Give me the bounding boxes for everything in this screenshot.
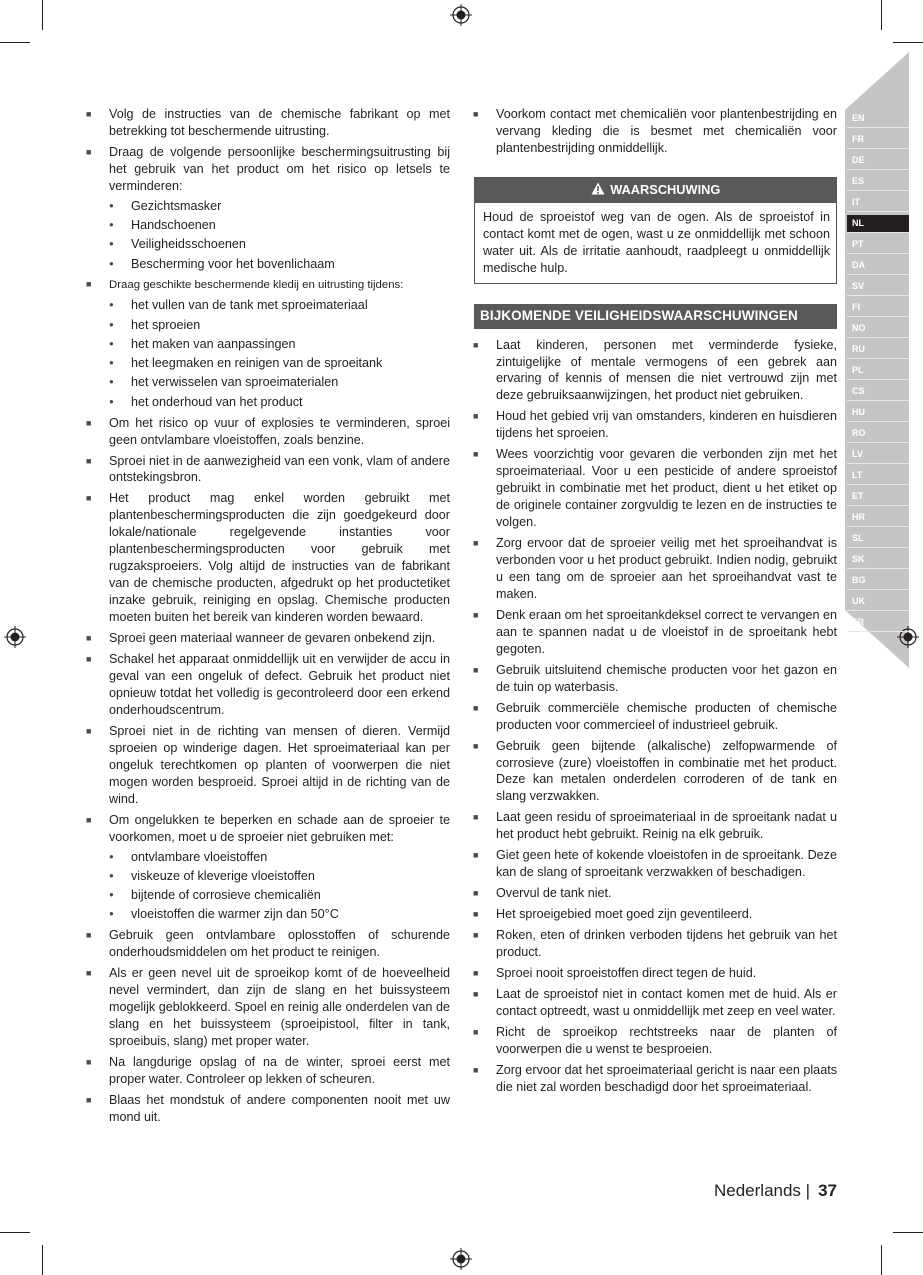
sub-list-item: ● het sproeien [109, 317, 450, 334]
crop-mark [881, 0, 882, 30]
language-tab-pl[interactable]: PL [847, 362, 909, 380]
list-item [472, 885, 837, 902]
language-tab-nl[interactable]: NL [847, 215, 909, 233]
crop-mark [881, 1245, 882, 1275]
language-tab-sl[interactable]: SL [847, 530, 909, 548]
list-item-text: Gebruik commerciële chemische producten of chemische producten voor commercieel of industrieel gebruik. [496, 700, 837, 732]
list-item-text: Schakel het apparaat onmiddellijk uit en verwijder de accu in geval van een ongeluk of defect. Gebruik het product niet opnieuw totdat het volledig is gecontroleerd door een erkend onderhoudscentrum. [109, 652, 450, 717]
list-item-text: Zorg ervoor dat de sproeier veilig met het sproeihandvat is verbonden voor u het product gebruikt. Indien nodig, gebruikt u een tang om de sproeier aan het sproeihandvat vast te maken. [496, 536, 837, 601]
list-item-text: Denk eraan om het sproeitankdeksel correct te vervangen en aan te spannen nadat u de vloeistof in de sproeitank hebt gegoten. [496, 607, 837, 656]
language-tab-et[interactable]: ET [847, 488, 909, 506]
crop-mark [0, 42, 30, 43]
list-item-text: Blaas het mondstuk of andere componenten nooit met uw mond uit. [109, 1092, 450, 1124]
footer-language: Nederlands | [713, 1181, 811, 1200]
list-item [85, 106, 450, 140]
list-item-text: Sproei niet in de richting van mensen of dieren. Vermijd sproeien op winderige dagen. Het sproeimateriaal kan per ongeluk terechtkomen op planten of voorwerpen die niet mogen worden besproeid. Sproei altijd in de richting van de wind. [109, 723, 450, 806]
list-item-text: Na langdurige opslag of na de winter, sproei eerst met proper water. Controleer op lekken of scheuren. [109, 1054, 450, 1086]
list-item-text: Roken, eten of drinken verboden tijdens het gebruik van het product. [496, 928, 837, 960]
sub-list-item: ● het maken van aanpassingen [109, 336, 450, 353]
language-tab-de[interactable]: DE [847, 152, 909, 170]
list-item-text: Laat geen residu of sproeimateriaal in de sproeitank nadat u het product hebt gebruikt. Reinig na elk gebruik. [496, 810, 837, 842]
list-item [472, 847, 837, 881]
list-item [472, 700, 837, 734]
list-item-text: Richt de sproeikop rechtstreeks naar de planten of voorwerpen die u wenst te besproeien. [496, 1024, 837, 1056]
list-item-text: Om ongelukken te beperken en schade aan de sproeier te voorkomen, moet u de sproeier niet gebruiken met: [109, 812, 450, 844]
list-item-text: Sproei niet in de aanwezigheid van een vonk, vlam of andere ontstekingsbron. [109, 453, 450, 485]
language-tab-tr[interactable]: TR [847, 614, 909, 632]
sub-list-item: ● ontvlambare vloeistoffen [109, 849, 450, 866]
list-item [472, 446, 837, 531]
language-tab-es[interactable]: ES [847, 173, 909, 191]
crop-mark [42, 1245, 43, 1275]
registration-mark-icon [450, 1248, 472, 1270]
list-item-text: Houd het gebied vrij van omstanders, kinderen en huisdieren tijdens het sproeien. [496, 409, 837, 441]
list-item-text: Gebruik geen ontvlambare oplosstoffen of schurende onderhoudsmiddelen om het product te reinigen. [109, 928, 450, 960]
sub-list-item: ● viskeuze of kleverige vloeistoffen [109, 868, 450, 885]
language-tab-no[interactable]: NO [847, 320, 909, 338]
list-item [472, 906, 837, 923]
sub-list-item: ● het onderhoud van het product [109, 394, 450, 411]
language-tab-en[interactable]: EN [847, 110, 909, 128]
list-item-text: Om het risico op vuur of explosies te verminderen, sproei geen ontvlambare vloeistoffen, zoals benzine. [109, 415, 450, 447]
list-item-text: Laat kinderen, personen met verminderde fysieke, zintuigelijke of mentale vermogens of een gebrek aan ervaring of kennis of mensen die niet vertrouwd zijn met deze gebruiksaanwijzingen, het product niet gebruiken. [496, 337, 837, 403]
language-tab-ro[interactable]: RO [847, 425, 909, 443]
sub-list-item: ● Bescherming voor het bovenlichaam [109, 256, 450, 273]
language-tab-cs[interactable]: CS [847, 383, 909, 401]
crop-mark [893, 1232, 923, 1233]
list-item-text: Gebruik geen bijtende (alkalische) zelfopwarmende of corrosieve (zure) vloeistoffen in combinatie met het product. Deze kan metalen onderdelen corroderen of de tank en slang verzwakken. [496, 738, 837, 804]
registration-mark-icon [450, 4, 472, 26]
list-item-text: Zorg ervoor dat het sproeimateriaal gericht is naar een plaats die niet zal worden beschadigd door het sproeimateriaal. [496, 1062, 837, 1094]
list-item [85, 965, 450, 1050]
list-item [472, 809, 837, 843]
safety-list-left [85, 106, 450, 1126]
language-tab-fr[interactable]: FR [847, 131, 909, 149]
language-tab-hu[interactable]: HU [847, 404, 909, 422]
list-item [85, 927, 450, 961]
language-tab-da[interactable]: DA [847, 257, 909, 275]
language-tab-uk[interactable]: UK [847, 593, 909, 611]
language-tab-it[interactable]: IT [847, 194, 909, 212]
list-item [472, 965, 837, 982]
language-tab-sk[interactable]: SK [847, 551, 909, 569]
list-item [85, 453, 450, 487]
sub-list-item: ● het vullen van de tank met sproeimateriaal [109, 297, 450, 314]
list-item [472, 607, 837, 658]
sub-list-item: ● het leegmaken en reinigen van de sproeitank [109, 355, 450, 372]
list-item-text: Sproei geen materiaal wanneer de gevaren onbekend zijn. [109, 631, 436, 646]
crop-mark [0, 1232, 30, 1233]
list-item [85, 144, 450, 273]
list-item-text: Gebruik uitsluitend chemische producten voor het gazon en de tuin op waterbasis. [496, 662, 837, 694]
list-item-text: Draag geschikte beschermende kledij en uitrusting tijdens: [109, 279, 404, 292]
list-item [472, 986, 837, 1020]
sub-list-item: ● bijtende of corrosieve chemicaliën [109, 887, 450, 904]
list-item [85, 630, 450, 647]
safety-list-right [472, 337, 837, 1096]
language-tab-pt[interactable]: PT [847, 236, 909, 254]
language-tab-lt[interactable]: LT [847, 467, 909, 485]
page-footer [714, 1181, 837, 1201]
sub-list-item: ● Gezichtsmasker [109, 198, 450, 215]
language-tab-bg[interactable]: BG [847, 572, 909, 590]
page-number: 37 [818, 1181, 837, 1200]
language-tab-sv[interactable]: SV [847, 278, 909, 296]
sub-list [109, 198, 450, 273]
list-item [472, 535, 837, 603]
list-item-text: Het product mag enkel worden gebruikt met plantenbeschermingsproducten die zijn goedgekeurd door lokale/nationale regelgevende instanties voor plantenbeschermingsproducten voor gebruik met rugzaksproeiers. Volg altijd de instructies van de fabrikant van de chemische producten, afgedrukt op het productetiket inzake gebruik, reiniging en opslag. Chemische producten moeten buiten het bereik van kinderen worden bewaard. [109, 491, 450, 625]
section-heading: BIJKOMENDE VEILIGHEIDSWAARSCHUWINGEN [474, 304, 837, 329]
language-tab-ru[interactable]: RU [847, 341, 909, 359]
crop-mark [42, 0, 43, 30]
list-item-text: Het sproeigebied moet goed zijn geventileerd. [496, 907, 753, 922]
list-item [85, 415, 450, 449]
list-item-text: Overvul de tank niet. [496, 886, 612, 901]
list-item [85, 812, 450, 924]
list-item [472, 337, 837, 405]
list-item [472, 738, 837, 806]
left-column [85, 106, 450, 1130]
warning-title: WAARSCHUWING [610, 181, 721, 197]
warning-triangle-icon [591, 182, 605, 195]
list-item [472, 1062, 837, 1096]
list-item [85, 490, 450, 626]
sub-list-item: ● het verwisselen van sproeimaterialen [109, 374, 450, 391]
list-item [85, 1054, 450, 1088]
warning-body: Houd de sproeistof weg van de ogen. Als de sproeistof in contact komt met de ogen, wast u ze onmiddellijk met schoon water uit. Als de irritatie aanhoudt, raadpleegt u onmiddellijk medische hulp. [483, 209, 830, 275]
list-item-text: Voorkom contact met chemicaliën voor plantenbestrijding en vervang kleding die is besmet met chemicaliën voor plantenbestrijding onmiddellijk. [496, 107, 837, 155]
list-item-text: Wees voorzichtig voor gevaren die verbonden zijn met het sproeimateriaal. Voor u een pesticide of andere sproeistof gebruikt in combinatie met het product, dient u het etiket op de originele container zorgvuldig te lezen en de instructies te volgen. [496, 447, 837, 530]
list-item [85, 1092, 450, 1126]
sub-list-item: ● Veiligheidsschoenen [109, 236, 450, 253]
language-tab-lv[interactable]: LV [847, 446, 909, 464]
list-item [472, 927, 837, 961]
list-item [472, 408, 837, 442]
sub-list [109, 849, 450, 924]
list-item [472, 1024, 837, 1058]
list-item-text: Sproei nooit sproeistoffen direct tegen de huid. [496, 965, 757, 980]
language-tab-hr[interactable]: HR [847, 509, 909, 527]
registration-mark-icon [4, 626, 26, 648]
sub-list [109, 297, 450, 410]
list-item [472, 106, 837, 157]
list-item [85, 651, 450, 719]
list-item-text: Als er geen nevel uit de sproeikop komt of de hoeveelheid nevel vermindert, dan zijn de slang en het buissysteem mogelijk geblokkeerd. Spoel en reinig alle onderdelen van de slang en het buissysteem (sproeipistool, filter in tank, sproeibuis, slang) met proper water. [109, 966, 450, 1048]
list-item-text: Laat de sproeistof niet in contact komen met de huid. Als er contact optreedt, wast u onmiddellijk met zeep en veel water. [496, 986, 837, 1018]
list-item-text: Draag de volgende persoonlijke beschermingsuitrusting bij het gebruik van het product om het risico op letsels te verminderen: [109, 144, 450, 193]
sub-list-item: ● Handschoenen [109, 217, 450, 234]
list-item [85, 723, 450, 808]
list-item-text: Volg de instructies van de chemische fabrikant op met betrekking tot beschermende uitrusting. [109, 107, 450, 138]
language-tab-fi[interactable]: FI [847, 299, 909, 317]
warning-header [475, 178, 836, 203]
language-tabs [847, 110, 909, 635]
safety-list-right-top [472, 106, 837, 157]
list-item [472, 662, 837, 696]
right-column [472, 106, 837, 1100]
sub-list-item: ● vloeistoffen die warmer zijn dan 50°C [109, 906, 450, 923]
crop-mark [893, 42, 923, 43]
list-item [85, 276, 450, 410]
warning-box [474, 177, 837, 284]
list-item-text: Giet geen hete of kokende vloeistofen in de sproeitank. Deze kan de slang of sproeitank verzwakken of beschadigen. [496, 848, 837, 880]
